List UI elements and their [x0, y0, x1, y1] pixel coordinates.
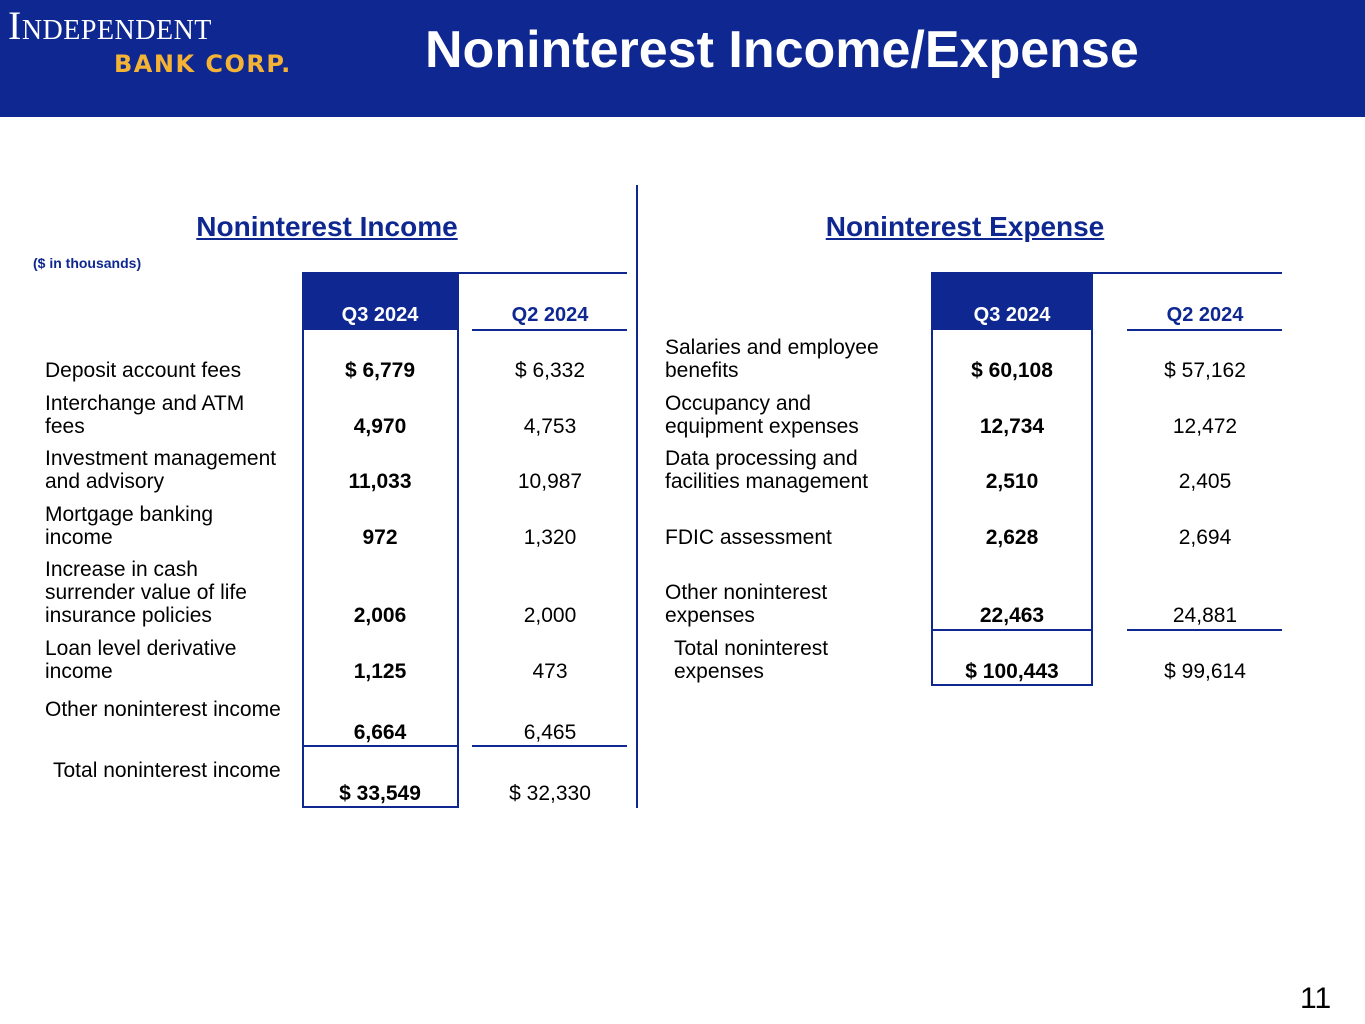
income-row-label: Investment management and advisory [45, 447, 277, 493]
income-q2-header-rule [472, 329, 627, 331]
expense-row-q3: 2,628 [985, 526, 1039, 549]
income-row-q3: 972 [362, 526, 398, 549]
expense-row-label: FDIC assessment [665, 526, 832, 549]
income-row-q3: 1,125 [353, 660, 407, 683]
income-row-q2: 6,465 [523, 721, 577, 744]
logo-subtitle: BANK CORP. [114, 50, 292, 78]
income-row-q2: 2,000 [523, 604, 577, 627]
expense-row-q2: 12,472 [1172, 415, 1238, 438]
expense-row-q3: $ 60,108 [971, 359, 1053, 382]
expense-q3-subtotal-rule [931, 629, 1093, 631]
expense-row-q3: 2,510 [985, 470, 1039, 493]
units-note: ($ in thousands) [33, 255, 142, 271]
expense-total-q3: $ 100,443 [965, 660, 1059, 683]
page-number: 11 [1300, 982, 1332, 1015]
income-row-q3: 4,970 [353, 415, 407, 438]
income-row-q3: 6,664 [353, 721, 407, 744]
income-q3-subtotal-rule [302, 745, 459, 747]
expense-q2-subtotal-rule [1127, 629, 1282, 631]
income-row-label: Mortgage banking income [45, 503, 214, 549]
income-q2-top-rule [459, 272, 627, 274]
expense-q2-top-rule [1093, 272, 1282, 274]
income-row-q3: $ 6,779 [344, 359, 416, 382]
income-row-q2: $ 6,332 [514, 359, 586, 382]
income-col-q2: Q2 2024 [511, 304, 589, 326]
income-total-q2: $ 32,330 [509, 782, 591, 805]
income-row-label: Deposit account fees [45, 359, 242, 382]
expense-row-label: Data processing and facilities management [665, 447, 869, 493]
expense-row-label: Other noninterest expenses [665, 581, 828, 627]
income-row-q3: 2,006 [353, 604, 407, 627]
income-row-q2: 473 [532, 660, 568, 683]
expense-total-label: Total noninterest expenses [674, 637, 829, 683]
income-total-q3: $ 33,549 [339, 782, 421, 805]
expense-row-q2: 2,405 [1178, 470, 1232, 493]
income-row-q3: 11,033 [348, 470, 412, 493]
income-section-title: Noninterest Income [196, 211, 458, 242]
page-title: Noninterest Income/Expense [425, 21, 1139, 79]
expense-col-q3: Q3 2024 [973, 304, 1051, 326]
income-row-q2: 10,987 [517, 470, 583, 493]
expense-row-q3: 22,463 [979, 604, 1045, 627]
income-row-q2: 1,320 [523, 526, 577, 549]
vertical-divider [636, 185, 638, 808]
expense-col-q2: Q2 2024 [1166, 304, 1244, 326]
income-q2-subtotal-rule [472, 745, 627, 747]
income-row-label: Other noninterest income [45, 698, 281, 721]
income-total-label: Total noninterest income [53, 759, 281, 782]
expense-row-q3: 12,734 [979, 415, 1045, 438]
income-row-q2: 4,753 [523, 415, 577, 438]
expense-row-label: Occupancy and equipment expenses [665, 392, 859, 438]
logo-wordmark: Independent [8, 3, 212, 48]
income-col-q3: Q3 2024 [341, 304, 419, 326]
income-row-label: Increase in cash surrender value of life insurance policies [45, 558, 247, 627]
expense-row-label: Salaries and employee benefits [665, 336, 879, 382]
header-banner [0, 0, 1365, 117]
income-row-label: Loan level derivative income [45, 637, 237, 683]
expense-q2-header-rule [1127, 329, 1282, 331]
expense-section-title: Noninterest Expense [825, 211, 1105, 242]
expense-row-q2: 24,881 [1172, 604, 1238, 627]
expense-row-q2: $ 57,162 [1164, 359, 1246, 382]
expense-row-q2: 2,694 [1178, 526, 1232, 549]
expense-q3-column-box [931, 330, 1093, 686]
income-row-label: Interchange and ATM fees [45, 392, 245, 438]
expense-total-q2: $ 99,614 [1164, 660, 1246, 683]
